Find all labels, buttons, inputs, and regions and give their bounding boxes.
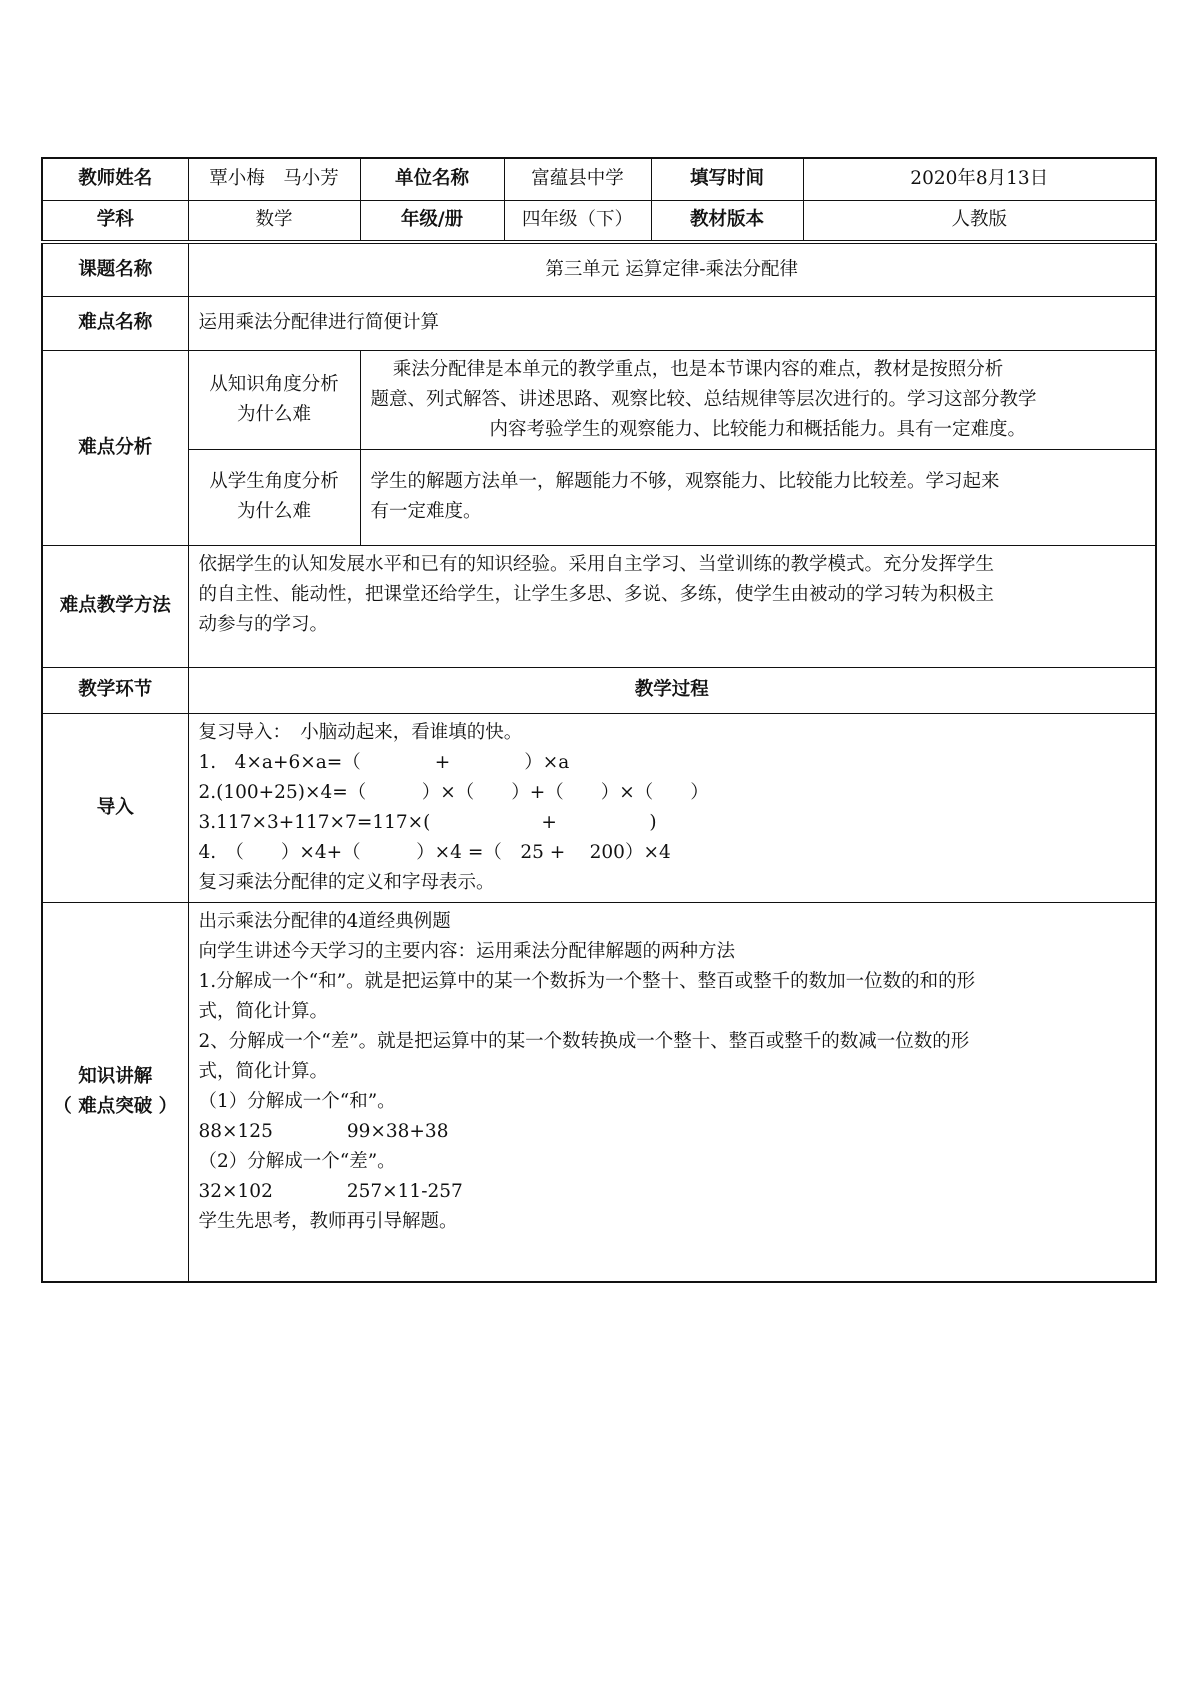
method-label: 难点教学方法 <box>42 545 188 667</box>
explain-line: 32×102 257×11-257 <box>198 1180 463 1202</box>
unit-value: 富蕴县中学 <box>504 158 651 200</box>
intro-content <box>188 713 1156 902</box>
explain-line: 88×125 99×38+38 <box>198 1120 449 1142</box>
teacher-value: 覃小梅 马小芳 <box>188 158 360 200</box>
date-label: 填写时间 <box>651 158 803 200</box>
lesson-plan-table <box>41 157 1157 1283</box>
intro-line: 1. 4×a+6×a=（ + ）×a <box>198 751 570 773</box>
explain-label-line-2: （ 难点突破 ） <box>53 1095 178 1117</box>
method-line-1: 依据学生的认知发展水平和已有的知识经验。采用自主学习、当堂训练的教学模式。充分发挥学生 <box>198 553 995 575</box>
row-teacher <box>42 158 1156 200</box>
knowledge-text <box>360 350 1156 449</box>
process-right-label: 教学过程 <box>188 667 1156 713</box>
explain-label-line-1: 知识讲解 <box>78 1065 153 1087</box>
knowledge-text-line-1: 乘法分配律是本单元的教学重点，也是本节课内容的难点，教材是按照分析 <box>392 358 1004 380</box>
subject-value: 数学 <box>188 200 360 242</box>
knowledge-text-line-2: 题意、列式解答、讲述思路、观察比较、总结规律等层次进行的。学习这部分教学 <box>370 388 1037 410</box>
edition-label: 教材版本 <box>651 200 803 242</box>
student-label-line-2: 为什么难 <box>236 501 311 522</box>
method-line-2: 的自主性、能动性，把课堂还给学生，让学生多思、多说、多练，使学生由被动的学习转为积极主 <box>198 583 995 605</box>
explain-line: 学生先思考，教师再引导解题。 <box>198 1210 458 1232</box>
explain-line: 1.分解成一个“和”。就是把运算中的某一个数拆为一个整十、整百或整千的数加一位数的和的形 <box>198 970 976 992</box>
analysis-label: 难点分析 <box>42 350 188 545</box>
row-intro <box>42 713 1156 902</box>
row-difficulty <box>42 296 1156 350</box>
row-explain <box>42 902 1156 1282</box>
date-value: 2020年8月13日 <box>803 158 1156 200</box>
subject-label: 学科 <box>42 200 188 242</box>
knowledge-label <box>188 350 360 449</box>
explain-line: 2、分解成一个“差”。就是把运算中的某一个数转换成一个整十、整百或整千的数减一位数的形 <box>198 1030 970 1052</box>
difficulty-value: 运用乘法分配律进行简便计算 <box>188 296 1156 350</box>
grade-value: 四年级（下） <box>504 200 651 242</box>
student-text <box>360 449 1156 545</box>
explain-line: 式，简化计算。 <box>198 1060 329 1082</box>
explain-line: （2）分解成一个“差”。 <box>198 1150 396 1172</box>
row-process-header <box>42 667 1156 713</box>
intro-line: 2.(100+25)×4=（ ）×（ ）+（ ）×（ ） <box>198 781 709 803</box>
explain-line: 式，简化计算。 <box>198 1000 329 1022</box>
unit-label: 单位名称 <box>360 158 504 200</box>
explain-label <box>42 902 188 1282</box>
difficulty-label: 难点名称 <box>42 296 188 350</box>
explain-line: 出示乘法分配律的4道经典例题 <box>198 910 451 932</box>
row-analysis-student <box>42 449 1156 545</box>
student-text-line-1: 学生的解题方法单一，解题能力不够，观察能力、比较能力比较差。学习起来 <box>370 471 1000 492</box>
edition-value: 人教版 <box>803 200 1156 242</box>
topic-value: 第三单元 运算定律-乘法分配律 <box>188 242 1156 296</box>
knowledge-text-line-3: 内容考验学生的观察能力、比较能力和概括能力。具有一定难度。 <box>489 418 1026 440</box>
explain-content <box>188 902 1156 1282</box>
row-topic <box>42 242 1156 296</box>
intro-line: 4. （ ）×4+（ ）×4 =（ 25 + 200）×4 <box>198 841 671 863</box>
teacher-label: 教师姓名 <box>42 158 188 200</box>
intro-line: 3.117×3+117×7=117×( + ) <box>198 811 657 833</box>
intro-line: 复习乘法分配律的定义和字母表示。 <box>198 871 495 893</box>
process-left-label: 教学环节 <box>42 667 188 713</box>
topic-label: 课题名称 <box>42 242 188 296</box>
method-text <box>188 545 1156 667</box>
student-label <box>188 449 360 545</box>
row-method <box>42 545 1156 667</box>
intro-line: 复习导入： 小脑动起来，看谁填的快。 <box>198 721 523 743</box>
row-analysis-knowledge <box>42 350 1156 449</box>
knowledge-label-line-2: 为什么难 <box>236 403 311 425</box>
row-subject <box>42 200 1156 242</box>
knowledge-label-line-1: 从知识角度分析 <box>209 373 339 395</box>
explain-line: 向学生讲述今天学习的主要内容：运用乘法分配律解题的两种方法 <box>198 940 736 962</box>
student-label-line-1: 从学生角度分析 <box>209 471 339 492</box>
grade-label: 年级/册 <box>360 200 504 242</box>
intro-label: 导入 <box>42 713 188 902</box>
explain-line: （1）分解成一个“和”。 <box>198 1090 396 1112</box>
student-text-line-2: 有一定难度。 <box>370 501 482 522</box>
method-line-3: 动参与的学习。 <box>198 613 329 635</box>
